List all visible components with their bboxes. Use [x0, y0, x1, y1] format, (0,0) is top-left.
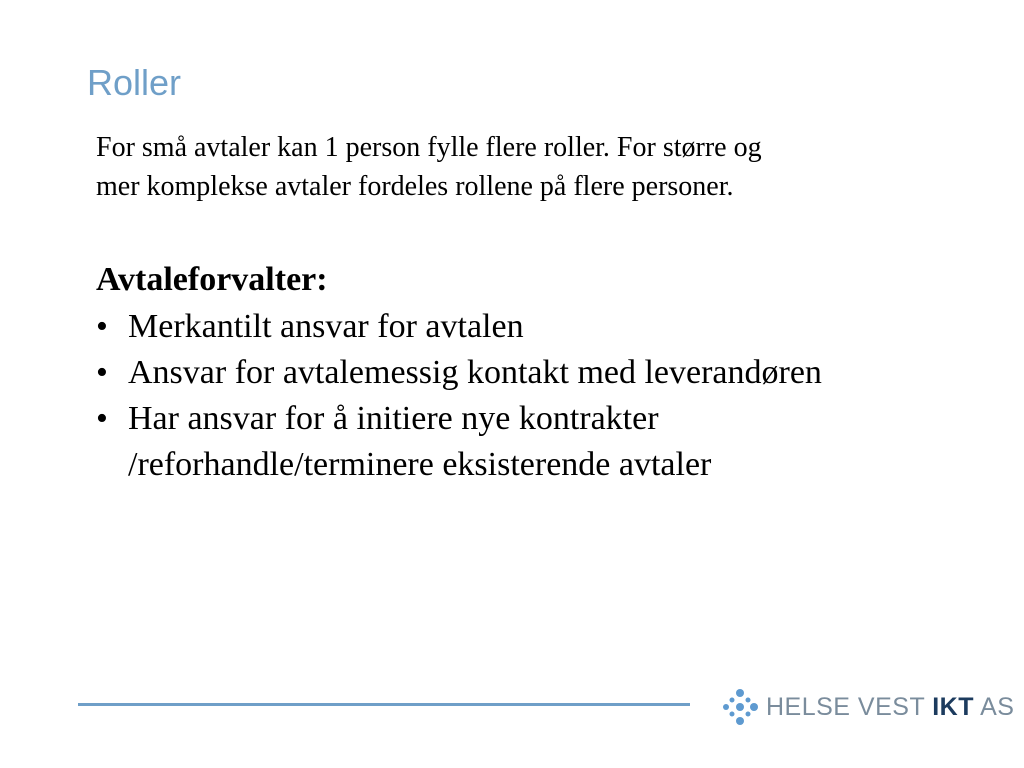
- bullet-marker: •: [96, 354, 108, 391]
- bullet-text: Merkantilt ansvar for avtalen: [128, 308, 524, 345]
- company-logo: [722, 688, 1014, 726]
- bullet-text: Ansvar for avtalemessig kontakt med leverandøren: [128, 354, 822, 391]
- intro-text: [96, 128, 936, 206]
- intro-line: For små avtaler kan 1 person fylle flere roller. For større og: [96, 132, 762, 163]
- bullet-item: [96, 350, 956, 396]
- bullet-text: Har ansvar for å initiere nye kontrakter /reforhandle/terminere eksisterende avtaler: [128, 400, 712, 483]
- logo-wordmark: [766, 693, 1014, 722]
- logo-text-regular: HELSE VEST: [766, 692, 925, 721]
- intro-line: mer komplekse avtaler fordeles rollene på flere personer.: [96, 171, 734, 202]
- dotted-cross-icon: [722, 688, 758, 726]
- slide-title: Roller: [87, 62, 182, 103]
- section-heading: Avtaleforvalter:: [96, 261, 328, 298]
- footer-divider: [78, 703, 690, 706]
- logo-text-bold: IKT: [932, 692, 975, 721]
- bullet-item: [96, 396, 956, 488]
- role-section: [96, 258, 956, 488]
- bullet-list: [96, 304, 956, 488]
- logo-text-suffix: AS: [980, 692, 1015, 721]
- bullet-marker: •: [96, 308, 108, 345]
- bullet-item: [96, 304, 956, 350]
- bullet-marker: •: [96, 400, 108, 437]
